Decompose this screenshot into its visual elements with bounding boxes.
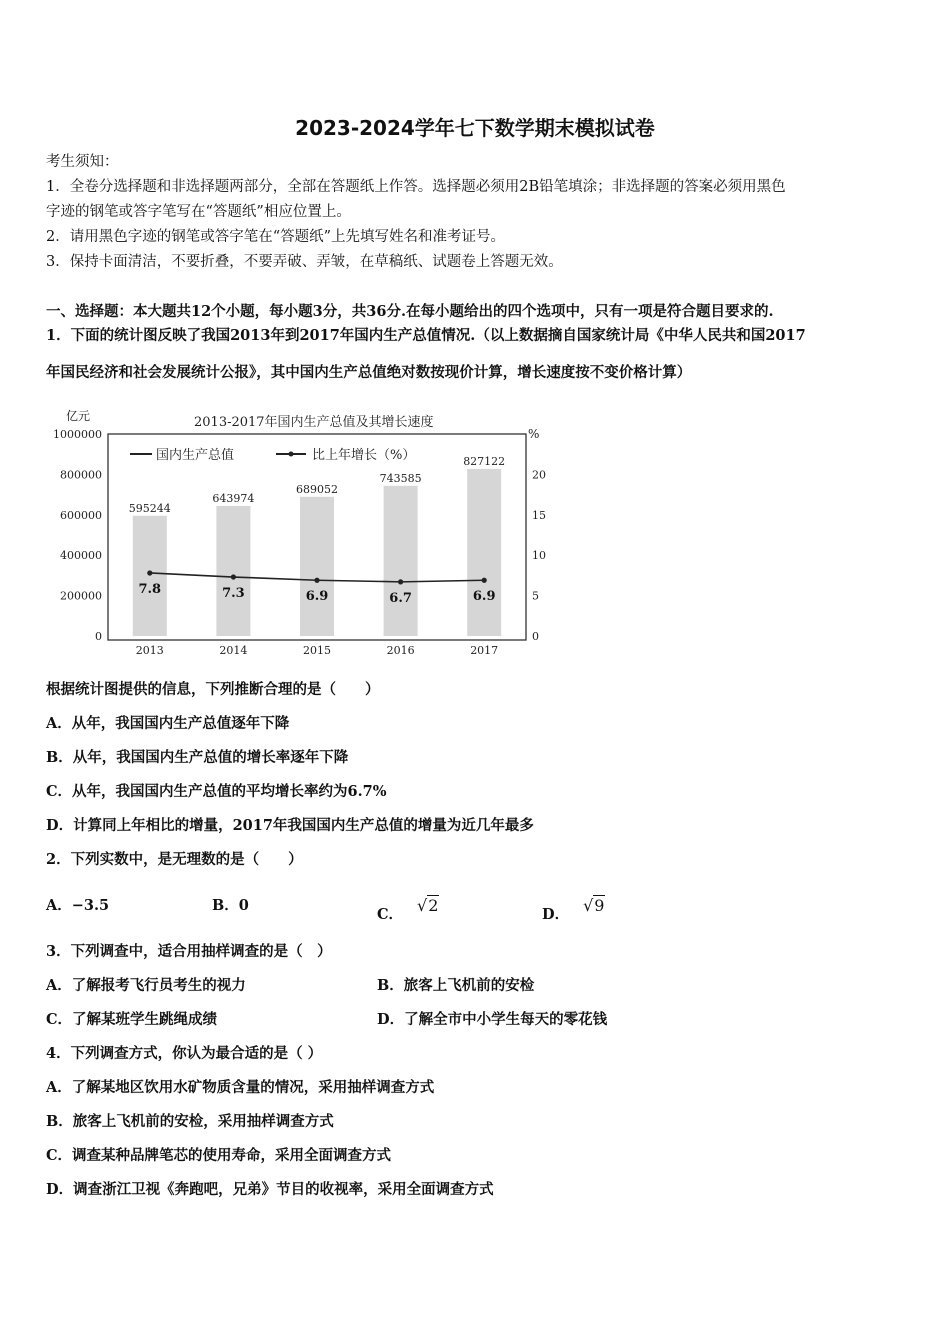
bar — [133, 516, 167, 636]
right-tick-label: 20 — [532, 468, 546, 482]
q3-option-c[interactable]: C．了解某班学生跳绳成绩 — [46, 1011, 218, 1028]
left-tick-label: 800000 — [60, 468, 102, 482]
right-tick-label: 15 — [532, 508, 546, 522]
right-tick-label: 10 — [532, 549, 546, 563]
bar-value-label: 827122 — [463, 454, 506, 468]
q4-stem: 4．下列调查方式，你认为最合适的是（ ） — [46, 1045, 323, 1062]
q4-option-c[interactable]: C．调查某种品牌笔芯的使用寿命，采用全面调查方式 — [46, 1147, 392, 1164]
q1-question: 根据统计图提供的信息，下列推断合理的是（ ） — [46, 681, 380, 698]
q1-option-b[interactable]: B．从年，我国国内生产总值的增长率逐年下降 — [46, 749, 349, 766]
growth-point — [231, 574, 236, 579]
q2-option-b[interactable]: B．0 — [212, 897, 249, 914]
q3-option-d[interactable]: D．了解全市中小学生每天的零花钱 — [377, 1011, 608, 1028]
left-tick-label: 0 — [95, 630, 102, 643]
q2-option-c[interactable] — [377, 896, 439, 925]
gdp-chart — [44, 404, 554, 660]
growth-point — [482, 578, 487, 583]
legend-bar-label: 国内生产总值 — [156, 448, 235, 463]
left-tick-label: 600000 — [60, 508, 102, 522]
q3-option-b[interactable]: B．旅客上飞机前的安检 — [377, 977, 535, 994]
q1-option-a[interactable]: A．从年，我国国内生产总值逐年下降 — [46, 715, 290, 732]
radicand: 9 — [594, 896, 605, 915]
bar-value-label: 643974 — [212, 491, 255, 505]
legend-line-label: 比上年增长（%） — [312, 448, 416, 463]
growth-value-label: 7.8 — [138, 581, 162, 597]
q4-option-b[interactable]: B．旅客上飞机前的安检，采用抽样调查方式 — [46, 1113, 334, 1130]
bar-value-label: 689052 — [296, 482, 338, 496]
notice-item: 2．请用黑色字迹的钢笔或答字笔在“答题纸”上先填写姓名和准考证号。 — [46, 229, 506, 245]
bar — [384, 486, 418, 636]
x-tick-label: 2016 — [386, 644, 415, 657]
x-tick-label: 2013 — [135, 644, 164, 657]
notice-item: 3．保持卡面清洁，不要折叠，不要弄破、弄皱，在草稿纸、试题卷上答题无效。 — [46, 254, 563, 270]
q2-option-a[interactable]: A．−3.5 — [46, 897, 110, 914]
bar — [216, 506, 250, 636]
legend-line-marker — [289, 452, 294, 457]
q3-stem: 3．下列调查中，适合用抽样调查的是（ ） — [46, 943, 332, 960]
chart-title: 2013-2017年国内生产总值及其增长速度 — [194, 415, 434, 430]
left-tick-label: 400000 — [60, 549, 102, 563]
growth-value-label: 6.7 — [389, 590, 412, 606]
right-axis-ticks — [532, 468, 546, 643]
bar-value-label: 595244 — [128, 501, 171, 515]
q2-option-c-label: C． — [377, 906, 404, 923]
q2-option-d-label: D． — [542, 906, 570, 923]
radicand: 2 — [428, 896, 439, 915]
notice-item: 1．全卷分选择题和非选择题两部分，全部在答题纸上作答。选择题必须用2B铅笔填涂；非选择题的答案必须用黑色 — [46, 179, 786, 195]
q1-option-d[interactable]: D．计算同上年相比的增量，2017年我国国内生产总值的增量为近几年最多 — [46, 817, 534, 834]
notice-item: 字迹的钢笔或答字笔写在“答题纸”相应位置上。 — [46, 204, 351, 220]
chart-legend — [130, 447, 415, 463]
growth-point — [147, 570, 152, 575]
sqrt-symbol: √2 — [417, 896, 439, 915]
bar-value-label: 743585 — [379, 471, 422, 485]
growth-point — [314, 578, 319, 583]
left-tick-label: 200000 — [60, 589, 102, 603]
bar — [467, 469, 501, 636]
x-axis-labels — [136, 644, 498, 657]
page-title: 2023-2024学年七下数学期末模拟试卷 — [295, 116, 655, 140]
growth-value-label: 6.9 — [472, 589, 496, 605]
x-tick-label: 2017 — [470, 644, 499, 657]
q3-option-a[interactable]: A．了解报考飞行员考生的视力 — [46, 977, 246, 994]
q4-option-a[interactable]: A．了解某地区饮用水矿物质含量的情况，采用抽样调查方式 — [46, 1079, 435, 1096]
q2-option-d[interactable] — [542, 896, 605, 925]
chart-right-unit: % — [528, 427, 540, 441]
growth-value-label: 7.3 — [222, 586, 245, 602]
q4-option-d[interactable]: D．调查浙江卫视《奔跑吧，兄弟》节目的收视率，采用全面调查方式 — [46, 1181, 494, 1198]
q2-stem: 2．下列实数中，是无理数的是（ ） — [46, 851, 303, 868]
section-heading: 一、选择题：本大题共12个小题，每小题3分，共36分.在每小题给出的四个选项中，只有一项是符合题目要求的. — [46, 303, 774, 320]
notice-heading: 考生须知： — [46, 154, 119, 170]
left-axis-ticks — [53, 428, 102, 643]
left-tick-label: 1000000 — [53, 428, 102, 441]
q1-stem: 年国民经济和社会发展统计公报》，其中国内生产总值绝对数按现价计算，增长速度按不变价格计算） — [46, 364, 692, 381]
x-tick-label: 2015 — [303, 644, 331, 657]
sqrt-symbol: √9 — [583, 896, 605, 915]
x-tick-label: 2014 — [219, 644, 248, 657]
right-tick-label: 0 — [532, 630, 539, 643]
growth-point — [398, 579, 403, 584]
q1-option-c[interactable]: C．从年，我国国内生产总值的平均增长率约为6.7% — [46, 783, 387, 800]
growth-value-label: 6.9 — [305, 589, 329, 605]
q1-stem: 1．下面的统计图反映了我国2013年到2017年国内生产总值情况.（以上数据摘自国家统计局《中华人民共和国2017 — [46, 327, 806, 344]
bar — [300, 497, 334, 636]
chart-left-unit: 亿元 — [66, 409, 91, 423]
right-tick-label: 5 — [532, 589, 539, 603]
